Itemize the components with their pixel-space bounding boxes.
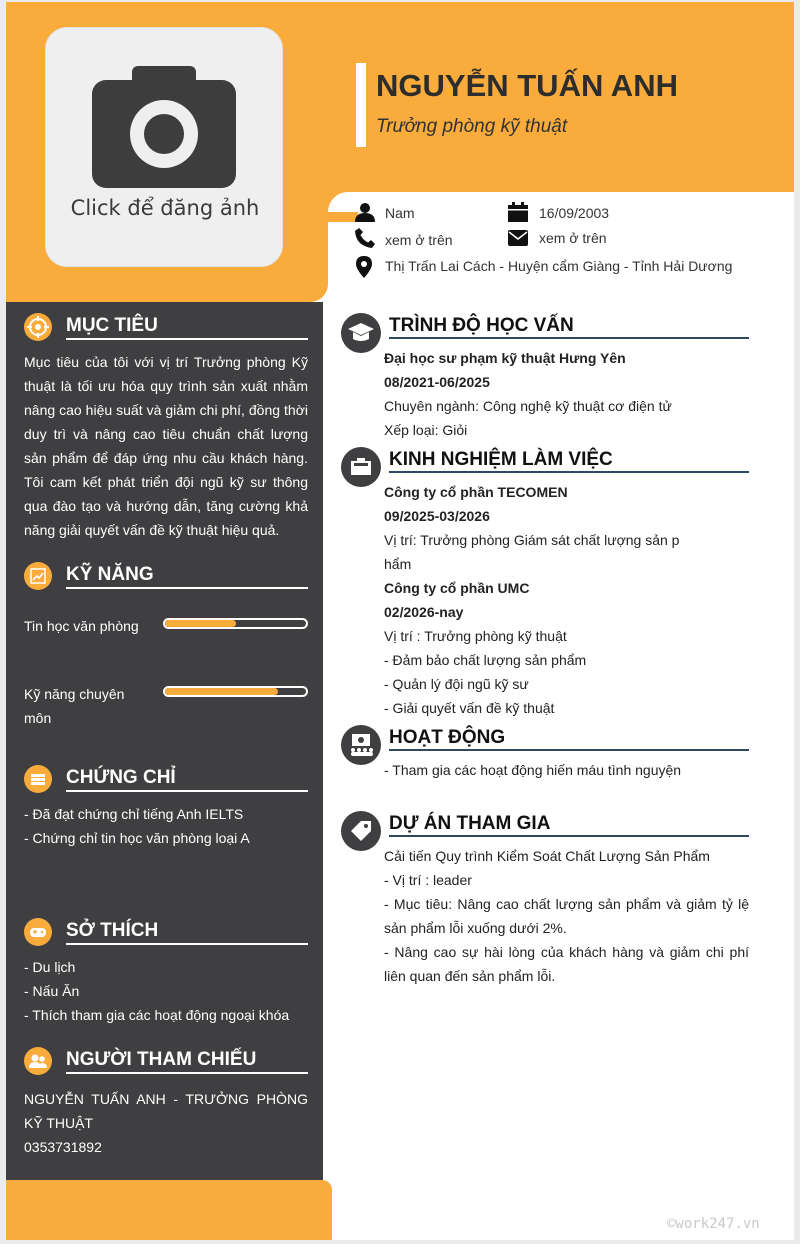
education-major: Chuyên ngành: Công nghệ kỹ thuật cơ điện tử [384,398,672,414]
certificate-icon [24,765,52,793]
job-task: - Giải quyết vấn đề kỹ thuật [384,700,555,716]
job-period: 09/2025-03/2026 [384,508,490,524]
hobby-item: - Nấu Ăn [24,983,80,999]
skill-label: Tin học văn phòng [24,618,139,634]
certificate-item: - Đã đạt chứng chỉ tiếng Anh IELTS [24,806,244,822]
experience-heading: KINH NGHIỆM LÀM VIỆC [389,449,613,470]
birthday-value: 16/09/2003 [539,205,610,221]
gender-value: Nam [385,205,415,221]
project-goal: - Mục tiêu: Nâng cao chất lượng sản phẩm và giảm tỷ lệ sản phẩm lỗi xuống dưới 2%. [384,896,749,936]
project-name: Cải tiến Quy trình Kiểm Soát Chất Lượng Sản Phẩm [384,848,710,864]
job-company: Công ty cổ phần UMC [384,580,530,596]
project-role: - Vị trí : leader [384,872,472,888]
education-period: 08/2021-06/2025 [384,374,490,390]
job-role: Vị trí : Trưởng phòng kỹ thuật [384,628,567,644]
hobbies-heading: SỞ THÍCH [66,920,159,941]
target-icon [24,313,52,341]
cv-page [6,2,794,1240]
job-role: Vị trí: Trưởng phòng Giám sát chất lượng sản p [384,532,680,548]
reference-phone: 0353731892 [24,1139,102,1155]
photo-caption: Click để đăng ảnh [70,196,260,220]
email-icon [508,230,528,246]
skill-bar [163,686,308,697]
project-goal: - Nâng cao sự hài lòng của khách hàng và giảm chi phí liên quan đến sản phẩm lỗi. [384,944,749,984]
photo-upload[interactable] [45,27,283,267]
people-icon [24,1047,52,1075]
briefcase-icon [341,447,381,487]
chart-icon [24,562,52,590]
education-heading: TRÌNH ĐỘ HỌC VẤN [389,315,574,336]
skill-label: Kỹ năng chuyên môn [24,686,125,726]
candidate-title: Trưởng phòng kỹ thuật [376,116,568,137]
job-task: - Đảm bảo chất lượng sản phẩm [384,652,587,668]
phone-value: xem ở trên [385,232,453,248]
job-period: 02/2026-nay [384,604,464,620]
skills-heading: KỸ NĂNG [66,564,154,585]
objective-heading: MỤC TIÊU [66,315,158,336]
person-icon [355,202,375,222]
candidate-name: NGUYỄN TUẤN ANH [376,68,678,103]
calendar-icon [508,202,528,222]
job-role-cont: hẩm [384,556,412,572]
activities-heading: HOẠT ĐỘNG [389,727,506,748]
certificates-heading: CHỨNG CHỈ [66,767,176,788]
graduation-cap-icon [341,313,381,353]
name-accent-bar [356,63,366,147]
footer-band [6,1180,332,1240]
email-value: xem ở trên [539,230,607,246]
certificate-item: - Chứng chỉ tin học văn phòng loại A [24,830,250,846]
reference-name: NGUYỄN TUẤN ANH - TRƯỞNG PHÒNG KỸ THUẬT [24,1091,308,1131]
gamepad-icon [24,918,52,946]
references-heading: NGƯỜI THAM CHIẾU [66,1049,257,1070]
tag-icon [341,811,381,851]
job-company: Công ty cổ phần TECOMEN [384,484,568,500]
hobby-item: - Thích tham gia các hoạt động ngoại khóa [24,1007,290,1023]
hobby-item: - Du lịch [24,959,76,975]
school-name: Đại học sư phạm kỹ thuật Hưng Yên [384,350,626,366]
skill-bar [163,618,308,629]
activity-item: - Tham gia các hoạt động hiến máu tình nguyện [384,762,682,778]
watermark: ©work247.vn [667,1216,760,1232]
job-task: - Quản lý đội ngũ kỹ sư [384,676,529,692]
location-pin-icon [356,256,372,278]
objective-text: Mục tiêu của tôi với vị trí Trưởng phòng Kỹ thuật là tối ưu hóa quy trình sản xuất nhằm nâng cao hiệu suất và giảm chi phí, đồng thời duy trì và nâng cao tiêu chuẩn chất lượng sản phẩm để đáp ứng nhu cầu khách hàng. Tôi cam kết phát triển đội ngũ kỹ sư thông qua đào tạo và hướng dẫn, tăng cường khả năng giải quyết vấn đề kỹ thuật hiệu quả. [24,354,308,538]
phone-icon [355,228,375,248]
projects-heading: DỰ ÁN THAM GIA [389,813,551,834]
presentation-icon [341,725,381,765]
address-value: Thị Trấn Lai Cách - Huyện cẩm Giàng - Tỉnh Hải Dương [385,258,733,274]
education-grade: Xếp loại: Giỏi [384,422,468,438]
